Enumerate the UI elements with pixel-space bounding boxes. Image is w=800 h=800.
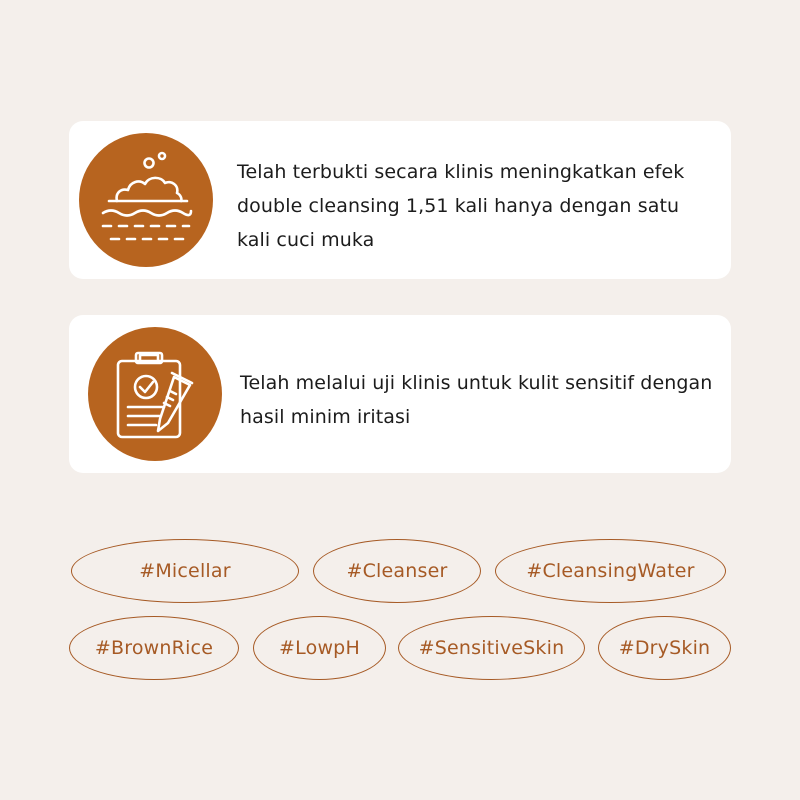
tag-cleansingwater[interactable]: #CleansingWater xyxy=(495,539,726,603)
tag-dryskin[interactable]: #DrySkin xyxy=(598,616,731,680)
benefit-card-clinical-test xyxy=(69,315,731,473)
tag-lowph[interactable]: #LowpH xyxy=(253,616,386,680)
tag-cleanser[interactable]: #Cleanser xyxy=(313,539,481,603)
tag-micellar[interactable]: #Micellar xyxy=(71,539,299,603)
clinical-test-clipboard-icon xyxy=(88,327,222,461)
tag-sensitiveskin[interactable]: #SensitiveSkin xyxy=(398,616,585,680)
benefit-text: Telah melalui uji klinis untuk kulit sensitif dengan hasil minim iritasi xyxy=(240,372,713,428)
benefit-text: Telah terbukti secara klinis meningkatkan efek double cleansing 1,51 kali hanya dengan satu kali cuci muka xyxy=(237,161,685,251)
tag-brownrice[interactable]: #BrownRice xyxy=(69,616,239,680)
benefit-card-cleansing xyxy=(69,121,731,279)
cleansing-foam-icon xyxy=(79,133,213,267)
